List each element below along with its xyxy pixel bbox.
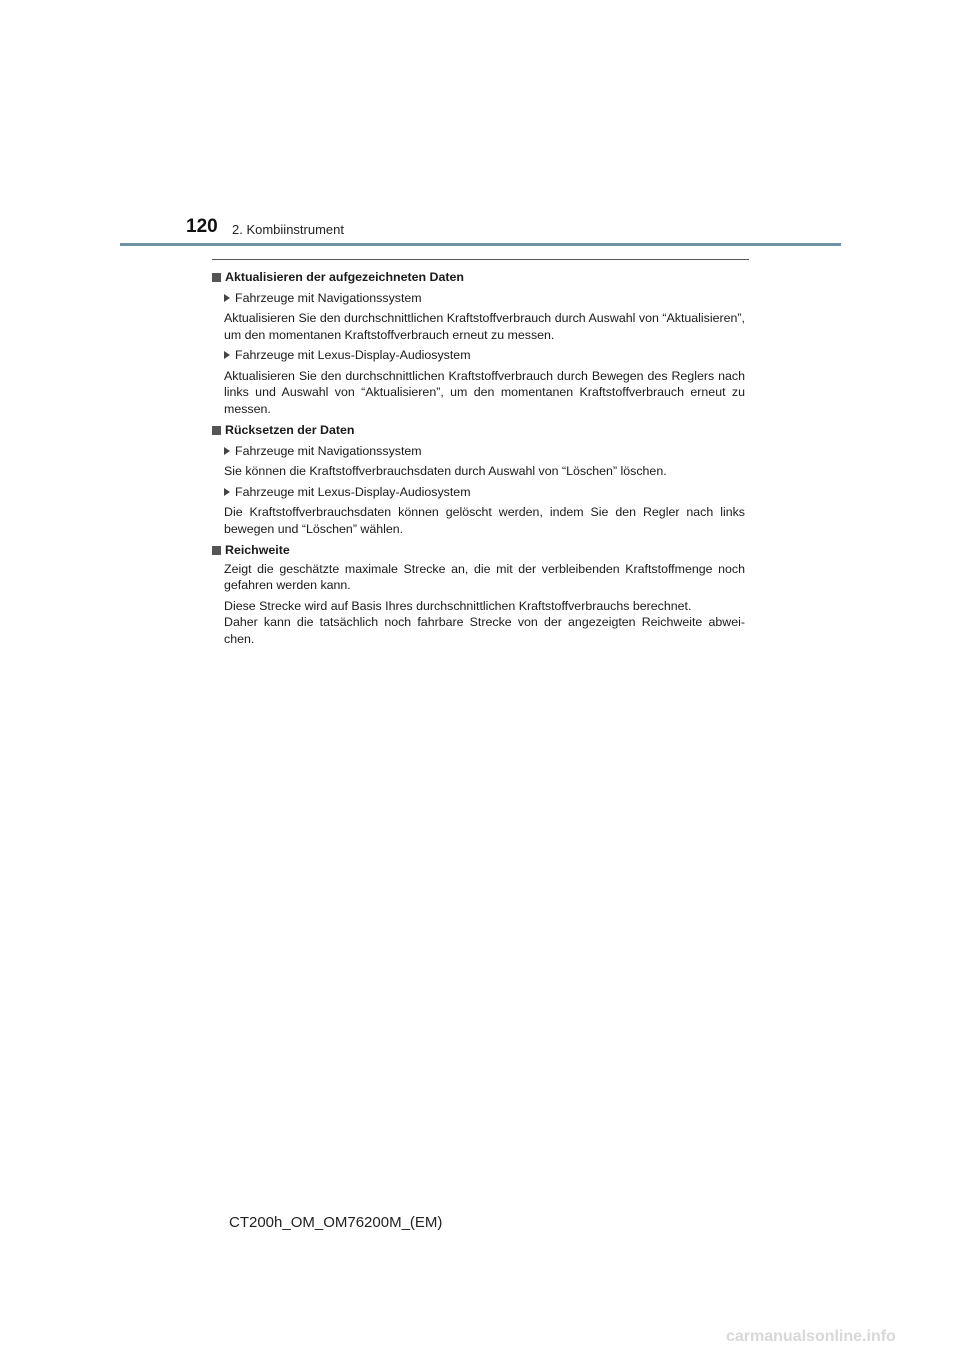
square-bullet-icon bbox=[212, 426, 221, 435]
sub-item-label: Fahrzeuge mit Lexus-Display-Audiosystem bbox=[235, 348, 471, 362]
body-paragraph: Aktualisieren Sie den durchschnittlichen Kraftstoffverbrauch durch Bewegen des Reglers nach links und Auswahl von “Aktualisieren”, um den momentanen Kraftstoffverbrauch erneut zu messen. bbox=[224, 368, 745, 416]
watermark: carmanualsonline.info bbox=[726, 1328, 896, 1345]
body-paragraph: Sie können die Kraftstoffverbrauchsdaten durch Auswahl von “Löschen” löschen. bbox=[224, 464, 667, 478]
section-heading-ruecksetzen bbox=[212, 421, 745, 439]
body-paragraph: Die Kraftstoffverbrauchsdaten können gelöscht werden, indem Sie den Regler nach links bewegen und “Löschen” wählen. bbox=[224, 505, 745, 536]
square-bullet-icon bbox=[212, 546, 221, 555]
sub-item-display-audio bbox=[224, 484, 745, 501]
content-rule bbox=[212, 259, 749, 260]
sub-item-label: Fahrzeuge mit Navigationssystem bbox=[235, 443, 422, 458]
sub-item-navigation bbox=[224, 443, 745, 460]
body-paragraph: Diese Strecke wird auf Basis Ihres durchschnittlichen Kraftstoffverbrauchs berechnet. bbox=[224, 598, 692, 613]
arrow-right-icon bbox=[224, 447, 230, 455]
section-heading-reichweite bbox=[212, 541, 745, 559]
manual-content bbox=[212, 268, 745, 647]
sub-item-navigation bbox=[224, 290, 745, 307]
chapter-title: 2. Kombiinstrument bbox=[232, 222, 344, 237]
document-code: CT200h_OM_OM76200M_(EM) bbox=[229, 1214, 443, 1231]
section-heading-aktualisieren bbox=[212, 268, 745, 286]
page-number: 120 bbox=[186, 216, 218, 237]
arrow-right-icon bbox=[224, 351, 230, 359]
square-bullet-icon bbox=[212, 273, 221, 282]
body-paragraph: Zeigt die geschätzte maximale Strecke an, die mit der verbleibenden Kraftstoffmenge noch gefahren werden kann. bbox=[224, 561, 745, 592]
section-heading-text: Aktualisieren der aufgezeichneten Daten bbox=[225, 270, 464, 284]
section-heading-text: Rücksetzen der Daten bbox=[225, 423, 355, 437]
arrow-right-icon bbox=[224, 294, 230, 302]
sub-item-label: Fahrzeuge mit Navigationssystem bbox=[235, 290, 422, 305]
header-rule bbox=[120, 243, 841, 246]
body-paragraph: Aktualisieren Sie den durchschnittlichen Kraftstoffverbrauch durch Auswahl von “Aktualisieren”, um den momentanen Kraftstoffverbrauch erneut zu messen. bbox=[224, 311, 745, 342]
arrow-right-icon bbox=[224, 488, 230, 496]
sub-item-display-audio bbox=[224, 347, 745, 364]
body-paragraph: Daher kann die tatsächlich noch fahrbare Strecke von der angezeigten Reichweite abwei-chen. bbox=[224, 615, 745, 646]
section-heading-text: Reichweite bbox=[225, 543, 290, 557]
sub-item-label: Fahrzeuge mit Lexus-Display-Audiosystem bbox=[235, 484, 471, 499]
